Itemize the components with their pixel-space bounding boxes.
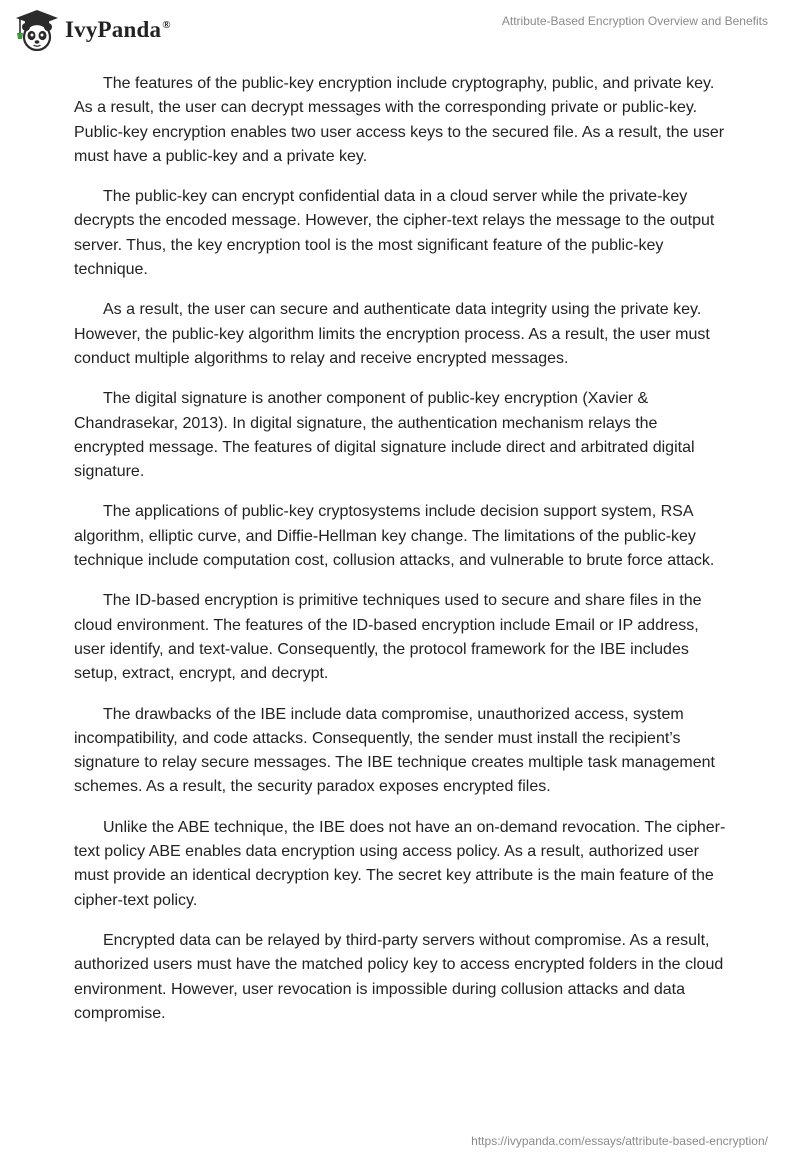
- document-title: Attribute-Based Encryption Overview and Benefits: [501, 14, 768, 28]
- essay-body: [74, 72, 726, 1042]
- brand-name: [65, 17, 171, 43]
- paragraph: The features of the public-key encryption include cryptography, public, and private key. As a result, the user can decrypt messages with the corresponding private or public-key. Public-key encryption enables two user access keys to the secured file. As a result, the user must have a public-key and a private key.: [74, 75, 725, 165]
- panda-graduate-icon: [14, 9, 60, 51]
- paragraph: Unlike the ABE technique, the IBE does not have an on-demand revocation. The cipher-text policy ABE enables data encryption using access policy. As a result, authorized user must provide an identical decryption key. The secret key attribute is the main feature of the cipher-text policy.: [74, 818, 726, 909]
- paragraph: The ID-based encryption is primitive techniques used to secure and share files in the cloud environment. The features of the ID-based encryption include Email or IP address, user identify, and text-value. Consequently, the protocol framework for the IBE includes setup, extract, encrypt, and decrypt.: [74, 592, 702, 683]
- paragraph: As a result, the user can secure and authenticate data integrity using the private key. However, the public-key algorithm limits the encryption process. As a result, the user must conduct multiple algorithms to relay and receive encrypted messages.: [74, 301, 710, 367]
- registered-mark: ®: [162, 19, 171, 32]
- paragraph: The drawbacks of the IBE include data compromise, unauthorized access, system incompatibility, and code attacks. Consequently, the sender must install the recipient’s signature to relay secure messages. The IBE technique creates multiple task management schemes. As a result, the security paradox exposes encrypted files.: [74, 705, 715, 796]
- brand-logo[interactable]: [14, 8, 171, 52]
- paragraph: The applications of public-key cryptosystems include decision support system, RSA algorithm, elliptic curve, and Diffie-Hellman key change. The limitations of the public-key technique include computation cost, collusion attacks, and vulnerable to brute force attack.: [74, 503, 715, 570]
- page-header: [0, 0, 800, 60]
- paragraph: The digital signature is another component of public-key encryption (Xavier & Chandrasekar, 2013). In digital signature, the authentication mechanism relays the encrypted message. The features of digital signature include direct and arbitrated digital signature.: [74, 390, 695, 481]
- source-url[interactable]: https://ivypanda.com/essays/attribute-based-encryption/: [471, 1134, 768, 1148]
- paragraph: The public-key can encrypt confidential data in a cloud server while the private-key decrypts the encoded message. However, the cipher-text relays the message to the output server. Thus, the key encryption tool is the most significant feature of the public-key technique.: [74, 188, 715, 279]
- paragraph: Encrypted data can be relayed by third-party servers without compromise. As a result, authorized users must have the matched policy key to access encrypted folders in the cloud environment. However, user revocation is impossible during collusion attacks and data compromise.: [74, 931, 724, 1022]
- brand-name-text: IvyPanda: [65, 17, 162, 42]
